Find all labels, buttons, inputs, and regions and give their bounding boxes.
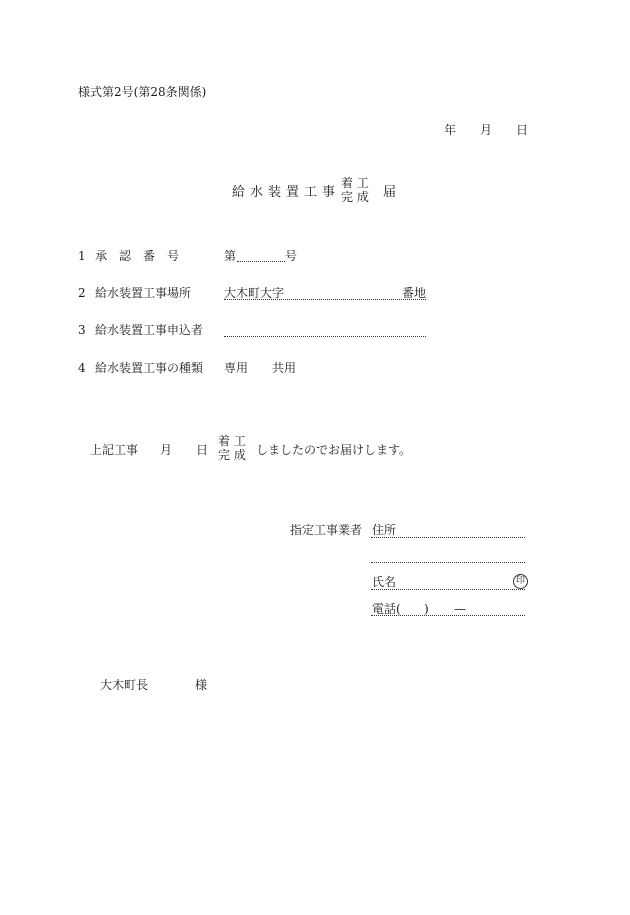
date-month-label: 月 xyxy=(480,123,493,137)
title-char: 給 xyxy=(232,185,246,200)
statement-day: 日 xyxy=(196,443,209,457)
work-type-option-exclusive[interactable]: 専用 xyxy=(224,361,249,375)
date-year-label: 年 xyxy=(444,123,457,137)
title-option-stack xyxy=(341,177,369,205)
approval-suffix: 号 xyxy=(285,249,298,263)
title-char: 水 xyxy=(250,185,264,200)
statement-option-start: 着 工 xyxy=(218,434,246,448)
location-suffix: 番地 xyxy=(402,286,427,300)
item-number: 1 xyxy=(78,249,86,263)
applicant-label: 給水装置工事申込者 xyxy=(95,323,204,337)
contractor-address-line-2[interactable] xyxy=(371,549,525,563)
statement-lead: 上記工事 xyxy=(90,443,139,457)
work-type-option-shared[interactable]: 共用 xyxy=(272,361,297,375)
statement-option-stack xyxy=(218,435,246,463)
title-char: 工 xyxy=(304,185,318,200)
form-number: 様式第2号(第28条関係) xyxy=(78,85,207,99)
approval-number-field[interactable] xyxy=(237,247,285,262)
phone-label: 電話( xyxy=(372,602,401,616)
date-day-label: 日 xyxy=(516,123,529,137)
title-char: 事 xyxy=(322,185,336,200)
title-suffix: 届 xyxy=(383,185,397,200)
item-number: 2 xyxy=(78,286,86,300)
seal-icon: 印 xyxy=(513,574,528,589)
phone-close-paren: ) xyxy=(424,602,429,616)
statement-tail: しましたのでお届けします。 xyxy=(256,443,412,457)
applicant-field[interactable] xyxy=(224,322,426,337)
title-option-start: 着 工 xyxy=(341,176,369,190)
work-type-label: 給水装置工事の種類 xyxy=(95,361,204,375)
phone-dash: — xyxy=(454,602,466,616)
addressee-name: 大木町長 xyxy=(100,678,149,692)
item-number: 3 xyxy=(78,323,86,337)
item-number: 4 xyxy=(78,361,86,375)
title-char: 装 xyxy=(268,185,282,200)
addressee-honorific: 様 xyxy=(195,678,208,692)
approval-prefix: 第 xyxy=(224,249,237,263)
title-char: 置 xyxy=(286,185,300,200)
work-location-label: 給水装置工事場所 xyxy=(95,286,192,300)
location-prefix: 大木町大字 xyxy=(224,286,285,300)
statement-option-complete: 完 成 xyxy=(218,447,246,462)
approval-number-label: 承 認 番 号 xyxy=(95,249,180,263)
contractor-address-label: 住所 xyxy=(372,523,397,537)
title-option-complete: 完 成 xyxy=(341,189,369,204)
contractor-heading: 指定工事業者 xyxy=(290,523,363,537)
contractor-name-label: 氏名 xyxy=(372,575,397,589)
statement-month: 月 xyxy=(160,443,173,457)
